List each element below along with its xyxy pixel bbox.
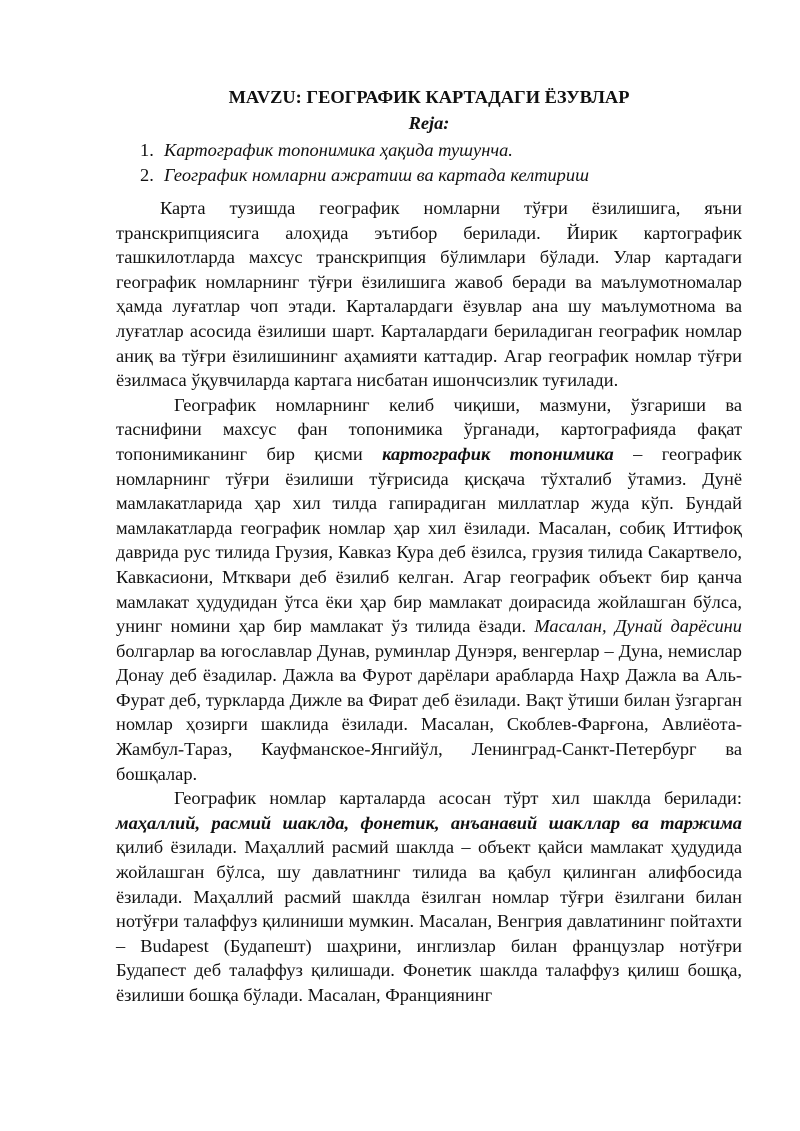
plan-item-text: Картографик топонимика ҳақида тушунча.	[164, 140, 513, 160]
paragraph-text: қилиб ёзилади. Маҳаллий расмий шаклда – объект қайси мамлакат ҳудудида жойлашган бўлса, шу давлатнинг тилида ва қабул қилинган алифбосида ёзилади. Маҳаллий расмий шаклда ёзилган номлар тўғри ёзилгани билан нотўғри талаффуз қилиниши мумкин. Масалан, Венгрия давлатининг пойтахти – Budapest (Будапешт) шаҳрини, инглизлар билан французлар нотўғри Будапест деб талаффуз қилишади. Фонетик шаклда талаффуз қилиш бошқа, ёзилиши бошқа бўлади. Масалан, Франциянинг	[116, 837, 742, 1005]
italic-example: Масалан, Дунай дарёсини	[534, 616, 743, 637]
plan-item-number: 1.	[140, 140, 154, 160]
plan-list	[116, 138, 742, 188]
page-title: MAVZU: ГЕОГРАФИК КАРТАДАГИ ЁЗУВЛАР	[228, 87, 630, 107]
document-page	[116, 84, 742, 1008]
paragraph-toponymy	[116, 393, 742, 787]
plan-item-number: 2.	[140, 165, 154, 185]
paragraph-text: – географик номларнинг тўғри ёзилиши тўғрисида қисқача тўхталиб ўтамиз. Дунё мамлакатларида ҳар хил тилда гапирадиган миллатлар жуда кўп. Бундай мамлакатларда географик номлар ҳар хил ёзилади. Масалан, собиқ Иттифоқ даврида рус тилида Грузия, Кавказ Кура деб ёзилса, грузия тилида Сакартвело, Кавкасиони, Мтквари деб ёзилиб келган. Агар географик объект бир қанча мамлакат ҳудудидан ўтса ёки ҳар бир мамлакат доирасида жойлашган бўлса, унинг номини ҳар бир мамлакат ўз тилида ёзади.	[116, 443, 742, 637]
paragraph-text: болгарлар ва югославлар Дунав, руминлар Дунэря, венгерлар – Дуна, немислар Донау деб ёзадилар. Дажла ва Фурот дарёлари арабларда Наҳр Дажла ва Аль-Фурат деб, туркларда Дижле ва Фират деб ёзилади. Вақт ўтиши билан ўзгарган номлар ҳозирги шаклида ёзилади. Масалан, Скоблев-Фарғона, Авлиёота-Жамбул-Тараз, Кауфманское-Янгийўл, Ленинград-Санкт-Петербург ва бошқалар.	[116, 640, 742, 784]
emphasis-term: картографик топонимика	[382, 443, 614, 464]
paragraph-text: Географик номларнинг келиб чиқиши, мазмуни, ўзгариши ва таснифини махсус фан топонимика ўрганади, картографияда фақат топонимиканинг бир қисми	[116, 394, 742, 464]
plan-heading: Reja:	[408, 113, 450, 133]
plan-item	[116, 163, 742, 188]
emphasis-forms: маҳаллий, расмий шаклда, фонетик, анъанавий шакллар ва таржима	[116, 812, 742, 833]
paragraph-intro: Карта тузишда географик номларни тўғри ёзилишига, яъни транскрипциясига алоҳида эътибор берилади. Йирик картографик ташкилотларда махсус транскрипция бўлимлари бўлади. Улар картадаги географик номларнинг тўғри ёзилишига жавоб беради ва маълумотномалар ҳамда луғатлар чоп этади. Карталардаги ёзувлар ана шу маълумотнома ва луғатлар асосида ёзилиши шарт. Карталардаги бериладиган географик номлар аниқ ва тўғри ёзилишининг аҳамияти каттадир. Агар географик номлар тўғри ёзилмаса ўқувчиларда картага нисбатан ишончсизлик туғилади.	[116, 198, 742, 391]
paragraph-forms	[116, 786, 742, 1007]
plan-item	[116, 138, 742, 163]
paragraph-text: Географик номлар карталарда асосан тўрт хил шаклда берилади:	[174, 788, 742, 809]
plan-item-text: Географик номларни ажратиш ва картада келтириш	[164, 165, 589, 185]
